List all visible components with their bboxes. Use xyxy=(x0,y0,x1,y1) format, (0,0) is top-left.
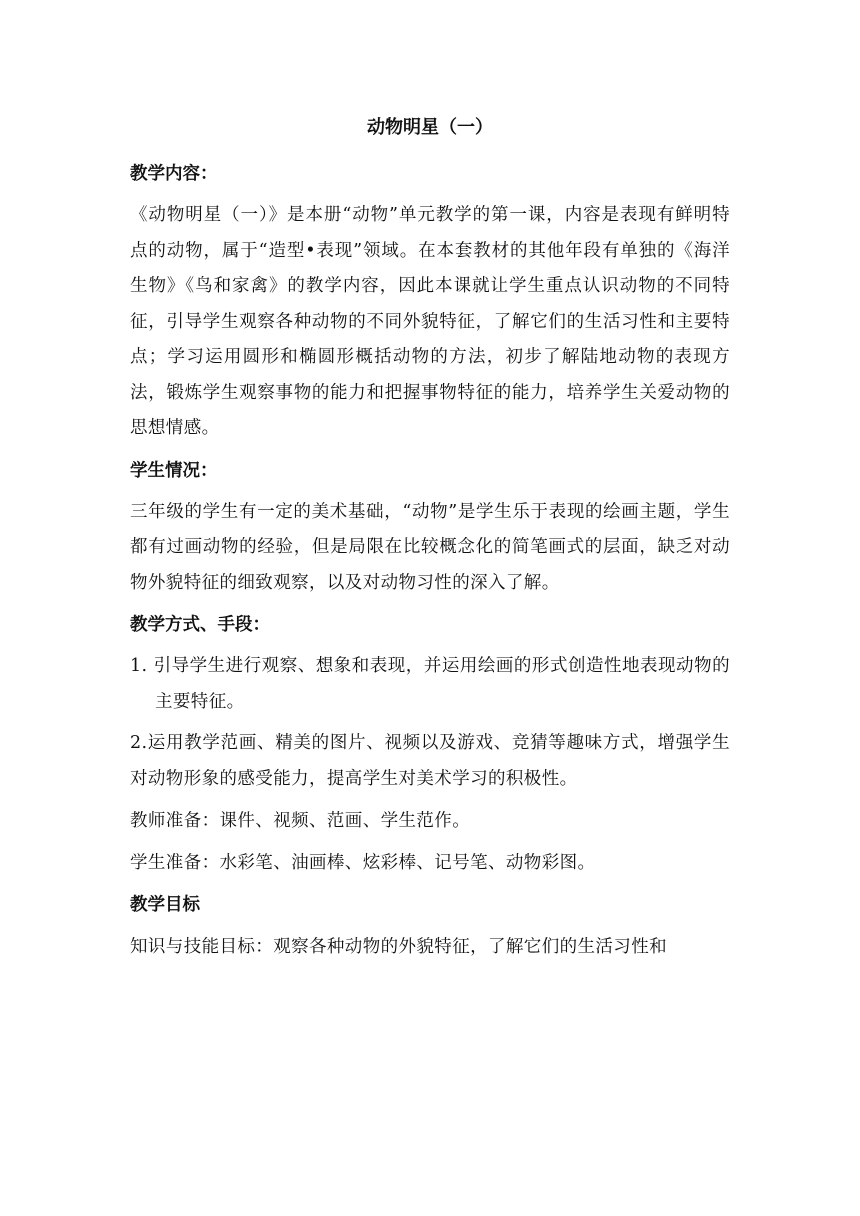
list-item-method-1: 1. 引导学生进行观察、想象和表现，并运用绘画的形式创造性地表现动物的主要特征。 xyxy=(130,656,730,712)
paragraph-teaching-content: 《动物明星（一）》是本册“动物”单元教学的第一课，内容是表现有鲜明特点的动物，属于“造型•表现”领域。在本套教材的其他年段有单独的《海洋生物》《鸟和家禽》的教学内容，因此本课就让学生重点认识动物的不同特征，引导学生观察各种动物的不同外貌特征，了解它们的生活习性和主要特点；学习运用圆形和椭圆形概括动物的方法，初步了解陆地动物的表现方法，锻炼学生观察事物的能力和把握事物特征的能力，培养学生关爱动物的思想情感。 xyxy=(130,205,730,438)
teacher-preparation: 教师准备：课件、视频、范画、学生范作。 xyxy=(130,811,471,831)
document-page xyxy=(130,110,730,971)
list-item-method-2: 2.运用教学范画、精美的图片、视频以及游戏、竞猜等趣味方式，增强学生对动物形象的感受能力，提高学生对美术学习的积极性。 xyxy=(130,733,730,789)
heading-teaching-content: 教学内容： xyxy=(130,164,218,184)
document-title: 动物明星（一） xyxy=(367,117,493,138)
paragraph-teaching-goals: 知识与技能目标：观察各种动物的外貌特征，了解它们的生活习性和 xyxy=(130,937,667,957)
heading-student-situation: 学生情况： xyxy=(130,460,218,481)
heading-teaching-methods: 教学方式、手段： xyxy=(130,615,270,635)
paragraph-student-situation: 三年级的学生有一定的美术基础，“动物”是学生乐于表现的绘画主题，学生都有过画动物的经验，但是局限在比较概念化的简笔画式的层面，缺乏对动物外貌特征的细致观察，以及对动物习性的深入了解。 xyxy=(130,501,730,593)
heading-teaching-goals: 教学目标 xyxy=(130,895,200,915)
student-preparation: 学生准备：水彩笔、油画棒、炫彩棒、记号笔、动物彩图。 xyxy=(130,853,596,873)
